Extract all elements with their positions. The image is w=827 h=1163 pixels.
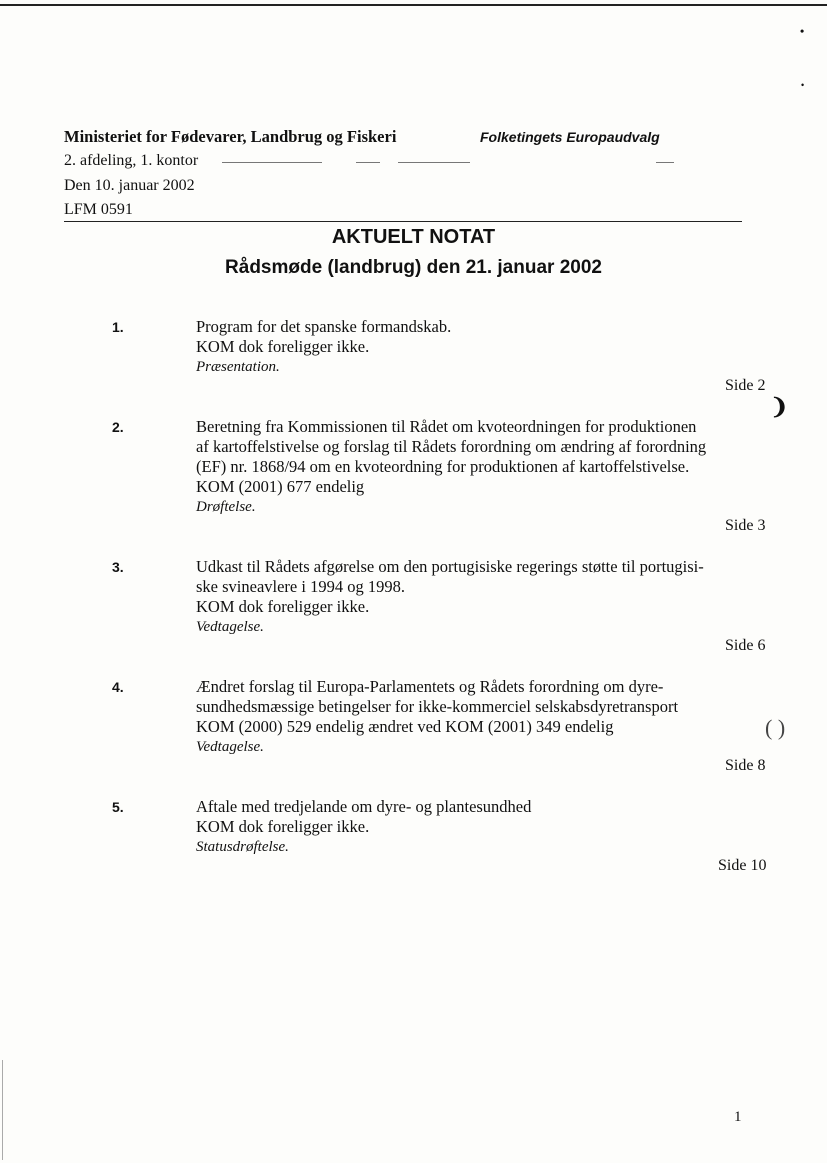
pen-stroke — [356, 162, 380, 163]
pen-stroke — [398, 162, 470, 163]
ministry-name: Ministeriet for Fødevarer, Landbrug og Fiskeri — [64, 127, 397, 146]
item-page-ref: Side 3 — [725, 517, 766, 534]
item-line: Udkast til Rådets afgørelse om den portugisiske regerings støtte til portugisi- — [196, 557, 704, 576]
document-title: AKTUELT NOTAT — [331, 226, 496, 248]
item-line: Ændret forslag til Europa-Parlamentets og Rådets forordning om dyre- — [196, 677, 664, 696]
item-line: (EF) nr. 1868/94 om en kvoteordning for produktionen af kartoffelstivelse. — [196, 457, 690, 476]
item-number: 5. — [112, 799, 124, 815]
pen-stroke — [222, 162, 322, 163]
item-page-ref: Side 6 — [725, 637, 766, 654]
item-number: 3. — [112, 559, 124, 575]
pen-stroke — [656, 162, 674, 163]
item-text — [196, 797, 776, 857]
item-line: KOM dok foreligger ikke. — [196, 817, 370, 836]
item-page-ref: Side 10 — [718, 857, 767, 874]
punch-hole-mark: ( ) — [765, 715, 786, 740]
item-line: KOM dok foreligger ikke. — [196, 597, 370, 616]
item-number: 4. — [112, 679, 124, 695]
item-line: ske svineavlere i 1994 og 1998. — [196, 577, 405, 596]
scan-speck: • — [800, 24, 805, 38]
item-line: KOM dok foreligger ikke. — [196, 337, 370, 356]
item-page-ref: Side 8 — [725, 757, 766, 774]
item-line: Beretning fra Kommissionen til Rådet om kvoteordningen for produktionen — [196, 417, 697, 436]
page-number: 1 — [734, 1109, 742, 1125]
item-status: Statusdrøftelse. — [196, 839, 289, 855]
item-text — [196, 557, 776, 637]
punch-hole-mark: ❩ — [770, 394, 789, 419]
item-status: Præsentation. — [196, 359, 280, 375]
document-subtitle: Rådsmøde (landbrug) den 21. januar 2002 — [225, 257, 602, 278]
item-page-ref: Side 2 — [725, 377, 766, 394]
department: 2. afdeling, 1. kontor — [64, 152, 199, 169]
scan-top-border — [0, 4, 827, 6]
item-status: Drøftelse. — [196, 499, 256, 515]
item-text — [196, 317, 776, 377]
committee-name: Folketingets Europaudvalg — [480, 129, 660, 145]
header-divider — [64, 221, 742, 222]
item-status: Vedtagelse. — [196, 619, 264, 635]
item-line: KOM (2001) 677 endelig — [196, 477, 365, 496]
scan-speck: • — [801, 80, 805, 90]
item-status: Vedtagelse. — [196, 739, 264, 755]
item-line: Aftale med tredjelande om dyre- og plantesundhed — [196, 797, 532, 816]
item-line: af kartoffelstivelse og forslag til Rådets forordning om ændring af forordning — [196, 437, 707, 456]
item-line: Program for det spanske formandskab. — [196, 317, 452, 336]
scan-edge-line — [2, 1060, 3, 1160]
item-text — [196, 677, 776, 757]
document-date: Den 10. januar 2002 — [64, 177, 195, 194]
document-reference: LFM 0591 — [64, 201, 133, 218]
item-line: sundhedsmæssige betingelser for ikke-kommerciel selskabsdyretransport — [196, 697, 679, 716]
item-text — [196, 417, 776, 517]
item-number: 2. — [112, 419, 124, 435]
item-line: KOM (2000) 529 endelig ændret ved KOM (2001) 349 endelig — [196, 717, 614, 736]
item-number: 1. — [112, 319, 124, 335]
